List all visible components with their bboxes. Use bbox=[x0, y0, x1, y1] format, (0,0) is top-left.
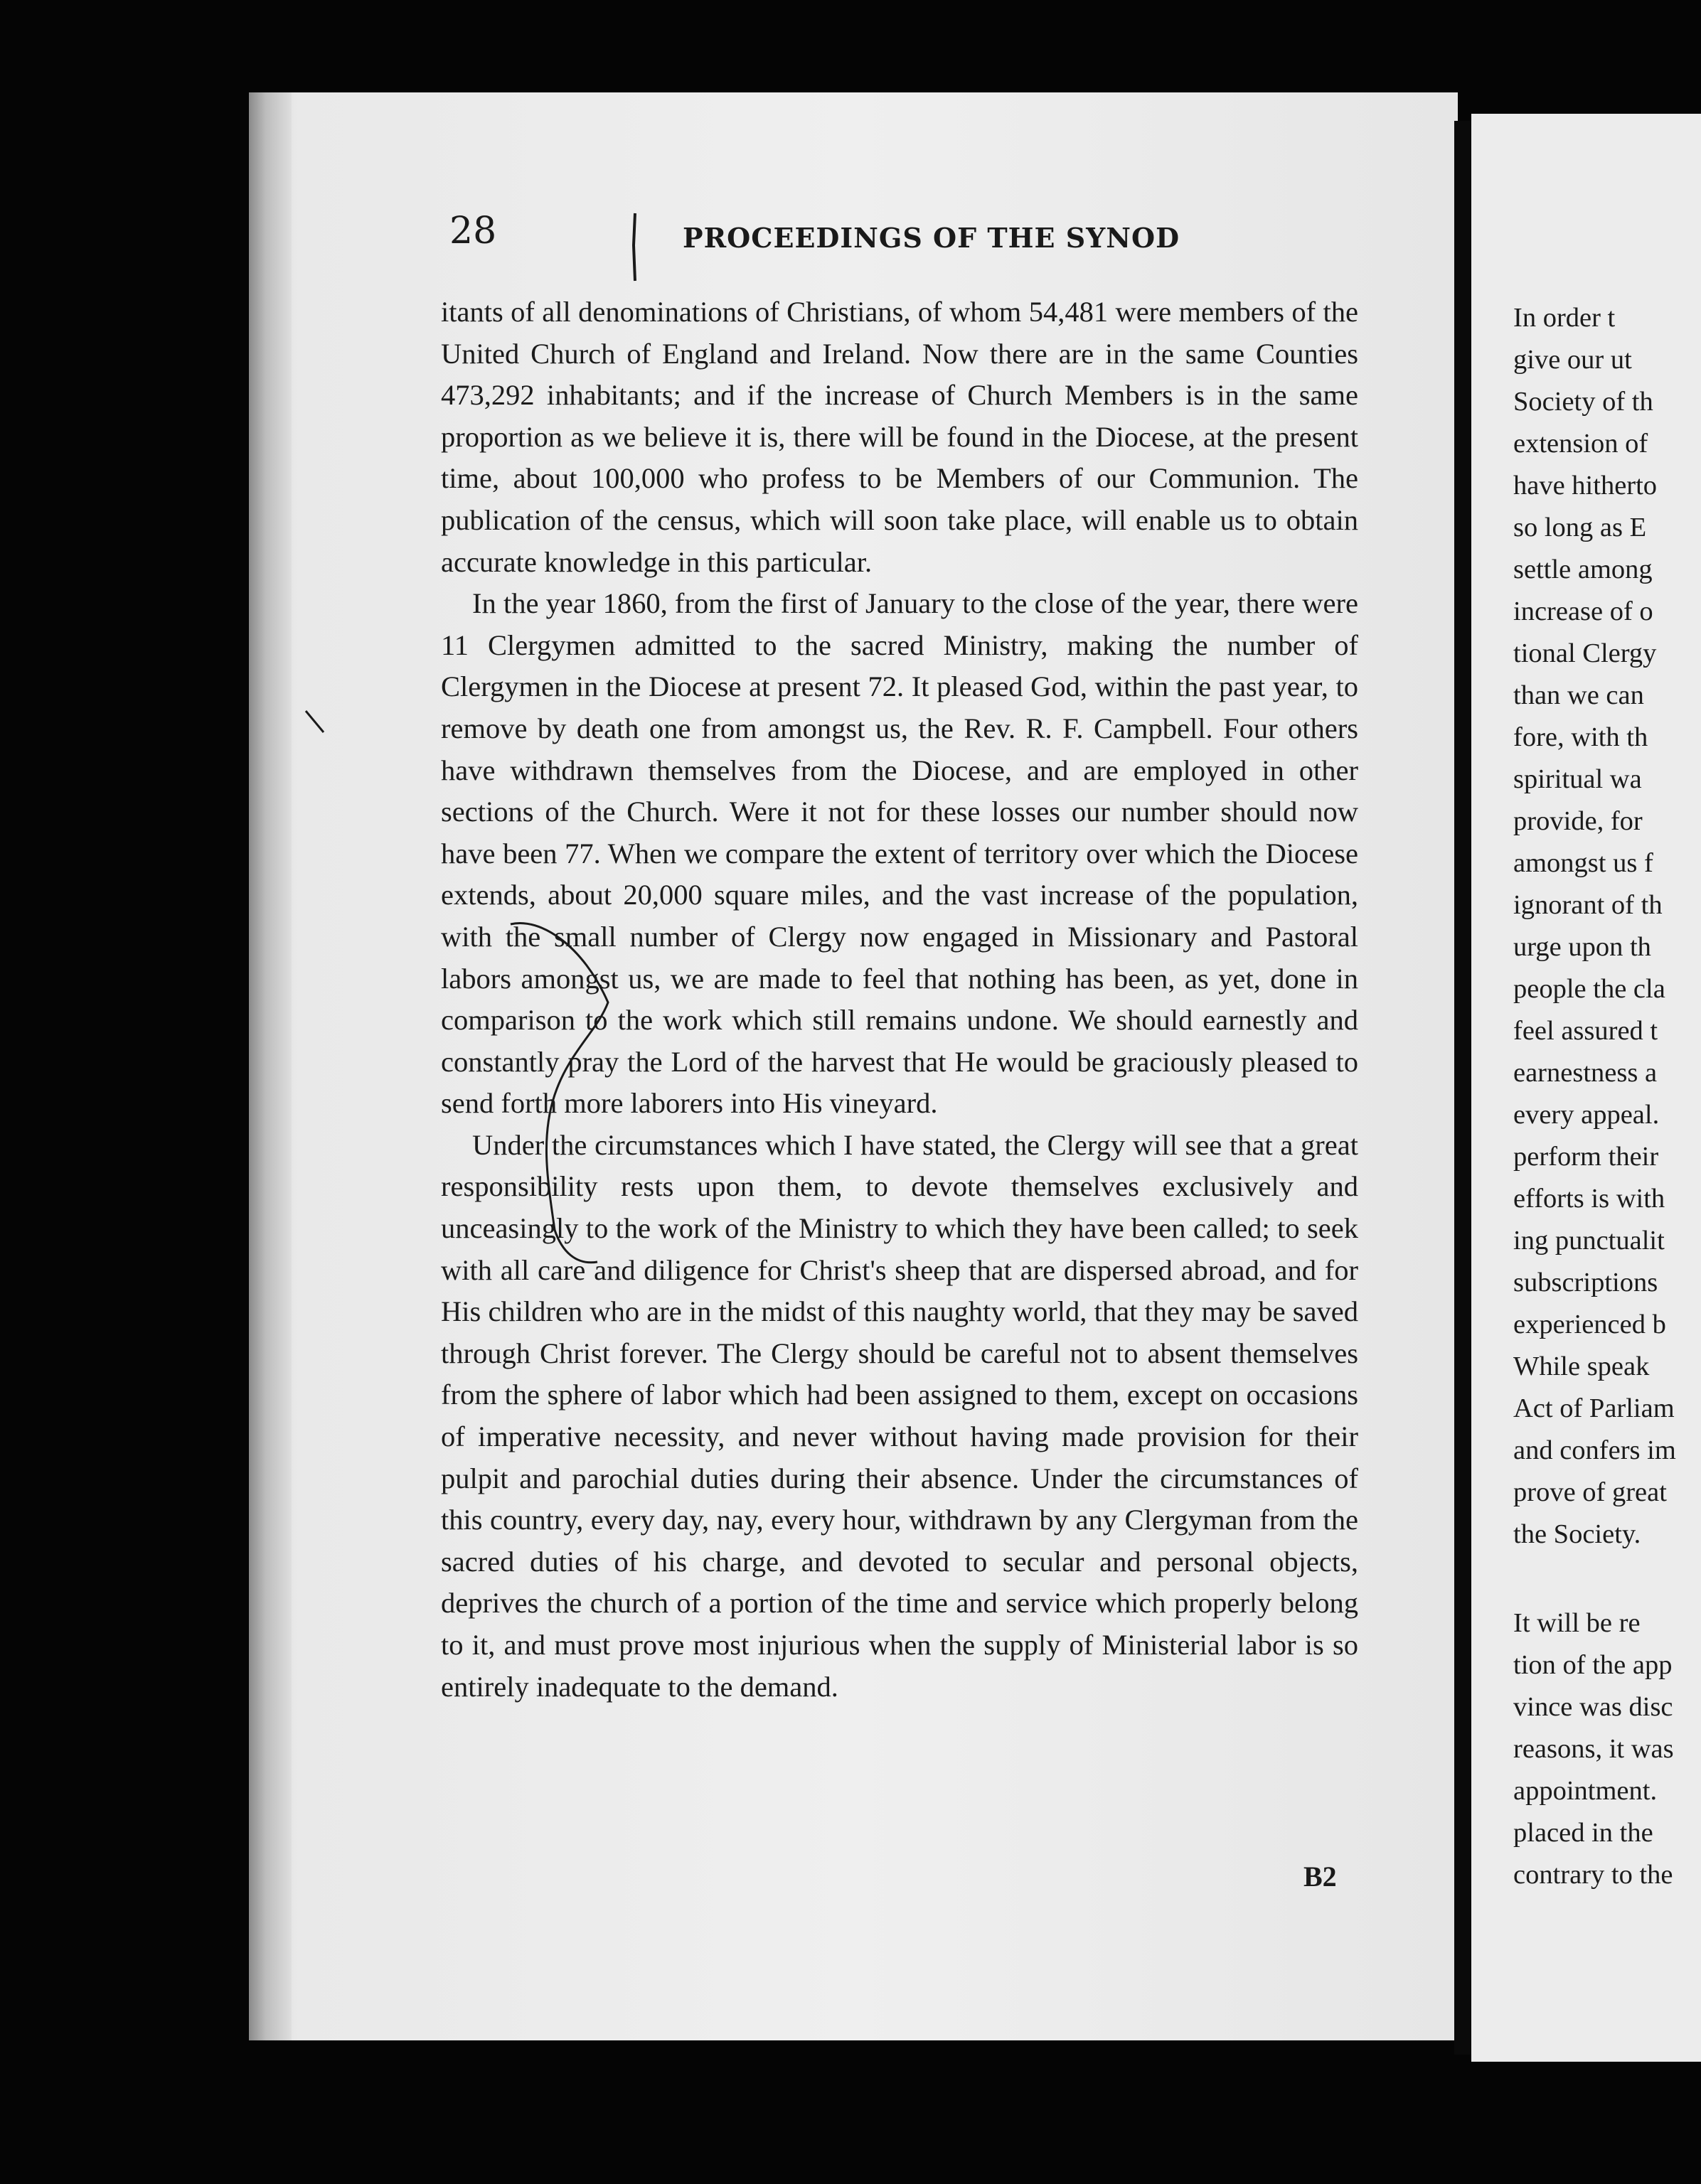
right-line: urge upon th bbox=[1513, 932, 1651, 962]
right-line: feel assured t bbox=[1513, 1016, 1658, 1046]
right-line: experienced b bbox=[1513, 1310, 1666, 1339]
paragraph-1: itants of all denominations of Christians, of whom 54,481 were members of the United Church of England and Ireland. Now there are in the same Counties 473,292 inhabitants; and if the increase of Church Members is in the same proportion as we believe it is, there will be found in the Diocese, at the present time, about 100,000 who profess to be Members of our Communion. The publication of the census, which will soon take place, will enable us to obtain accurate knowledge in this particular. bbox=[441, 296, 1358, 578]
signature-mark: B2 bbox=[1303, 1861, 1337, 1893]
right-line: fore, with th bbox=[1513, 722, 1648, 752]
right-line: placed in the bbox=[1513, 1818, 1653, 1848]
page-number: 28 bbox=[449, 210, 497, 252]
paragraph-3: Under the circumstances which I have stated, the Clergy will see that a great responsibility rests upon them, to devote themselves exclusively and unceasingly to the work of the Ministry to which they have been called; to seek with all care and diligence for Christ's sheep that are dispersed abroad, and for His children who are in the midst of this naughty world, that they may be saved through Christ forever. The Clergy should be careful not to absent themselves from the sphere of labor which had been assigned to them, except on occasions of imperative necessity, and never without having made provision for their pulpit and parochial duties during their absence. Under the circumstances of this country, every day, nay, every hour, withdrawn by any Clergyman from the sacred duties of his charge, and devoted to secular and personal objects, deprives the church of a portion of the time and service which properly belong to it, and must prove most injurious when the supply of Ministerial labor is so entirely inadequate to the demand. bbox=[441, 1128, 1358, 1703]
right-line: Act of Parliam bbox=[1513, 1393, 1675, 1423]
right-line: ignorant of th bbox=[1513, 890, 1663, 920]
right-line: While speak bbox=[1513, 1351, 1650, 1381]
right-line: efforts is with bbox=[1513, 1184, 1665, 1214]
pencil-tick-mark bbox=[306, 711, 324, 732]
paragraph-2: In the year 1860, from the first of January to the close of the year, there were 11 Clergymen admitted to the sacred Ministry, making the number of Clergymen in the Diocese at present 72. It pleased God, within the past year, to remove by death one from amongst us, the Rev. R. F. Campbell. Four others have withdrawn themselves from the Diocese, and are employed in other sections of the Church. Were it not for these losses our number should now have been 77. When we compare the extent of territory over which the Diocese extends, about 20,000 square miles, and the vast increase of the population, with the small number of Clergy now engaged in Missionary and Pastoral labors amongst us, we are made to feel that nothing has been, as yet, done in comparison to the work which still remains undone. We should earnestly and constantly pray the Lord of the harvest that He would be graciously pleased to send forth more laborers into His vineyard. bbox=[441, 587, 1358, 1120]
right-line: tion of the app bbox=[1513, 1650, 1673, 1680]
right-line: every appeal. bbox=[1513, 1100, 1660, 1130]
right-line: increase of o bbox=[1513, 596, 1653, 626]
right-line: appointment. bbox=[1513, 1776, 1658, 1806]
right-line: perform their bbox=[1513, 1142, 1659, 1172]
right-line: subscriptions bbox=[1513, 1268, 1658, 1297]
right-line: vince was disc bbox=[1513, 1692, 1673, 1722]
pencil-bracket-mark bbox=[511, 923, 608, 1262]
running-head: PROCEEDINGS OF THE SYNOD bbox=[683, 222, 1180, 254]
right-line: earnestness a bbox=[1513, 1058, 1658, 1088]
right-line: than we can bbox=[1513, 680, 1644, 710]
right-line: In order t bbox=[1513, 303, 1616, 333]
right-line: tional Clergy bbox=[1513, 638, 1657, 668]
right-line: provide, for bbox=[1513, 806, 1643, 836]
right-line: extension of bbox=[1513, 429, 1648, 459]
right-line: settle among bbox=[1513, 555, 1653, 584]
right-line: the Society. bbox=[1513, 1519, 1641, 1549]
right-line: spiritual wa bbox=[1513, 764, 1642, 794]
right-line: give our ut bbox=[1513, 345, 1632, 375]
pencil-vertical-mark bbox=[634, 213, 635, 281]
right-line: prove of great bbox=[1513, 1477, 1667, 1507]
right-line: It will be re bbox=[1513, 1608, 1641, 1638]
right-line: amongst us f bbox=[1513, 848, 1653, 878]
right-line: reasons, it was bbox=[1513, 1734, 1674, 1764]
right-line: contrary to the bbox=[1513, 1860, 1673, 1890]
right-line: and confers im bbox=[1513, 1435, 1676, 1465]
right-line: Society of th bbox=[1513, 387, 1653, 417]
right-line: have hitherto bbox=[1513, 471, 1658, 500]
right-line: people the cla bbox=[1513, 974, 1665, 1004]
right-line: ing punctualit bbox=[1513, 1226, 1665, 1256]
right-line: so long as E bbox=[1513, 513, 1647, 542]
